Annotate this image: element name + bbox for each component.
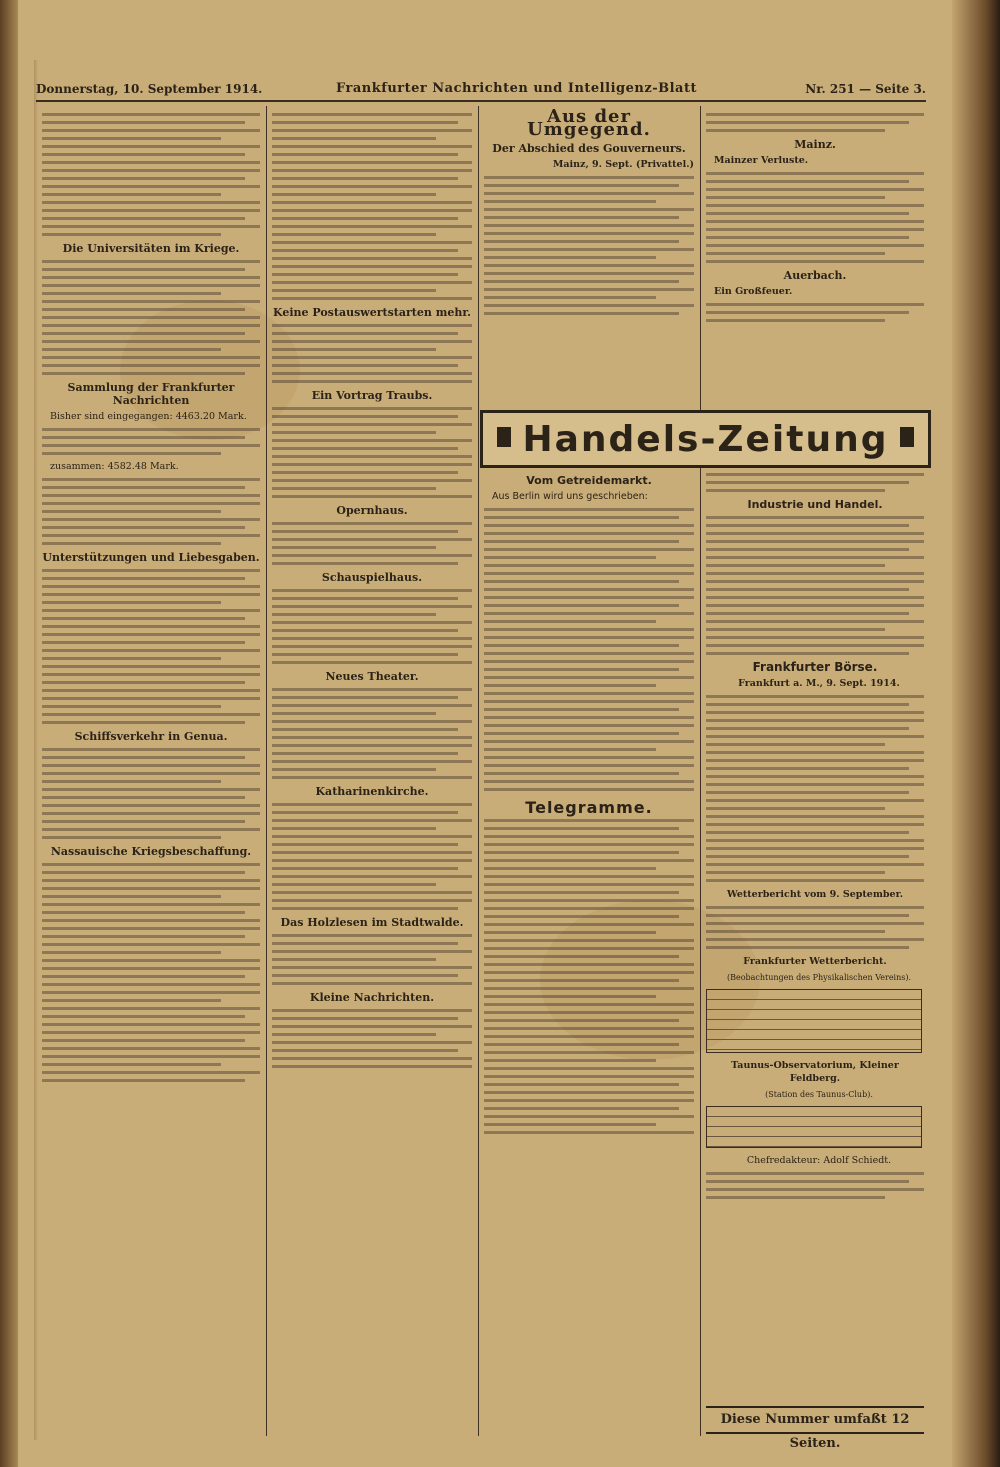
collection-line: Bisher sind eingegangen: 4463.20 Mark.	[50, 411, 247, 422]
grain-market-intro: Aus Berlin wird uns geschrieben:	[492, 491, 648, 502]
article-text	[42, 748, 260, 839]
handels-zeitung-banner	[480, 410, 931, 468]
heading-nassau: Nassauische Kriegsbeschaffung.	[50, 845, 252, 858]
heading-fire: Ein Großfeuer.	[714, 286, 793, 297]
heading-boerse: Frankfurter Börse.	[752, 660, 878, 674]
article-text	[484, 508, 694, 791]
article-text	[272, 1009, 472, 1068]
article-text	[706, 172, 924, 263]
weather-table	[706, 989, 922, 1053]
article-text	[706, 303, 924, 322]
column-1	[42, 108, 260, 1428]
page-fold	[34, 60, 38, 1440]
section-title-umgegend: Aus der Umgegend.	[527, 108, 651, 140]
collection-total: zusammen: 4582.48 Mark.	[50, 461, 179, 472]
heading-news: Kleine Nachrichten.	[309, 991, 435, 1004]
column-rule	[478, 106, 479, 1436]
article-text	[272, 407, 472, 498]
imprint-text	[706, 1172, 924, 1199]
article-text	[484, 819, 694, 1134]
banner-ornament	[900, 427, 914, 447]
heading-telegrams: Telegramme.	[525, 798, 653, 817]
article-text	[706, 906, 924, 949]
article-text	[272, 803, 472, 910]
heading-wood: Das Holzlesen im Stadtwalde.	[280, 916, 464, 929]
article-text	[42, 260, 260, 375]
heading-post: Keine Postauswertstarten mehr.	[273, 306, 471, 319]
heading-local-weather: Frankfurter Wetterbericht.	[743, 956, 887, 967]
article-text	[706, 695, 924, 882]
article-text	[706, 473, 924, 492]
article-text	[272, 324, 472, 383]
issue-length-notice: Diese Nummer umfaßt 12 Seiten.	[706, 1406, 924, 1434]
banner-ornament	[497, 427, 511, 447]
heading-auerbach: Auerbach.	[783, 269, 847, 282]
binding-edge	[0, 0, 18, 1467]
article-text	[484, 176, 694, 315]
taunus-table	[706, 1106, 922, 1148]
heading-new-theatre: Neues Theater.	[325, 670, 419, 683]
header-page-number: Nr. 251 — Seite 3.	[805, 82, 926, 96]
heading-taunus: Taunus-Observatorium, Kleiner Feldberg.	[731, 1060, 899, 1084]
article-text	[272, 589, 472, 664]
column-2	[272, 108, 472, 1428]
header-date: Donnerstag, 10. September 1914.	[36, 82, 263, 96]
heading-governor: Der Abschied des Gouverneurs.	[492, 142, 686, 155]
heading-opera: Opernhaus.	[336, 504, 408, 517]
page-header	[36, 78, 926, 102]
column-3-lower	[484, 468, 694, 1428]
heading-theatre: Schauspielhaus.	[321, 571, 423, 584]
column-rule	[700, 106, 701, 1436]
handels-zeitung-title: Handels-Zeitung	[522, 418, 889, 460]
heading-weather: Wetterbericht vom 9. September.	[726, 889, 904, 900]
article-text	[272, 688, 472, 779]
article-text	[706, 113, 924, 132]
heading-katharinen: Katharinenkirche.	[315, 785, 429, 798]
heading-universities: Die Universitäten im Kriege.	[62, 242, 240, 255]
heading-industry: Industrie und Handel.	[747, 498, 883, 511]
article-text	[42, 569, 260, 724]
heading-collection: Sammlung der Frankfurter Nachrichten	[67, 381, 235, 407]
heading-genoa: Schiffsverkehr in Genua.	[74, 730, 228, 743]
heading-talk: Ein Vortrag Traubs.	[311, 389, 433, 402]
article-text	[706, 516, 924, 655]
taunus-sub: (Station des Taunus-Club).	[765, 1090, 873, 1099]
article-text	[42, 428, 260, 455]
heading-support: Unterstützungen und Liebesgaben.	[42, 551, 260, 564]
article-text	[272, 522, 472, 565]
imprint-editor: Chefredakteur: Adolf Schiedt.	[746, 1155, 892, 1166]
page-edge-shadow	[952, 0, 1000, 1467]
column-3	[484, 108, 694, 403]
article-text	[42, 113, 260, 236]
column-rule	[266, 106, 267, 1436]
article-text	[272, 934, 472, 985]
article-text	[42, 478, 260, 545]
dateline-mainz: Mainz, 9. Sept. (Privattel.)	[552, 159, 694, 170]
article-text	[272, 113, 472, 300]
local-weather-sub: (Beobachtungen des Physikalischen Vereins).	[726, 973, 912, 982]
boerse-dateline: Frankfurt a. M., 9. Sept. 1914.	[738, 678, 900, 689]
column-4-lower	[706, 468, 924, 1398]
heading-losses: Mainzer Verluste.	[714, 155, 809, 166]
heading-grain-market: Vom Getreidemarkt.	[526, 474, 652, 487]
article-text	[42, 863, 260, 1082]
column-4	[706, 108, 924, 403]
heading-mainz: Mainz.	[794, 138, 836, 151]
header-masthead: Frankfurter Nachrichten und Intelligenz-Blatt	[336, 81, 697, 96]
